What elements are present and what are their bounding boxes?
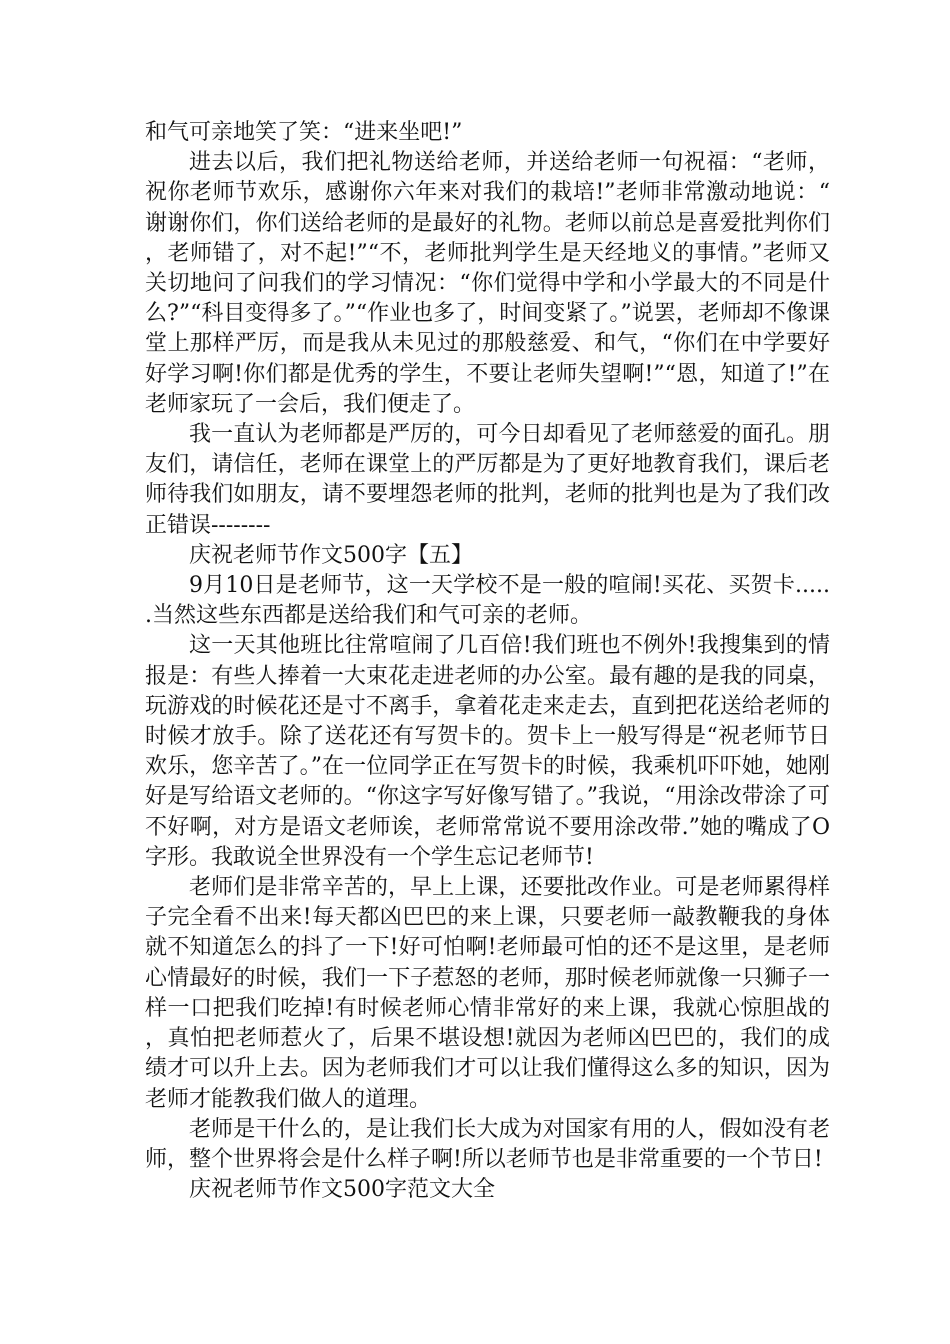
paragraph-continuation: 和气可亲地笑了笑：“进来坐吧!” (145, 120, 463, 145)
document-body (145, 118, 830, 1205)
paragraph-reflection: 我一直认为老师都是严厉的，可今日却看见了老师慈爱的面孔。朋友们，请信任，老师在课堂上的严厉都是为了更好地教育我们，课后老师待我们如朋友，请不要埋怨老师的批判，老师的批判也是为了我们改正错误-------- (145, 422, 830, 538)
paragraph-conclusion: 老师是干什么的，是让我们长大成为对国家有用的人，假如没有老师，整个世界将会是什么样子啊!所以老师节也是非常重要的一个节日! (145, 1116, 830, 1172)
section-heading-five: 庆祝老师节作文500字【五】 (189, 542, 473, 568)
section-heading-collection: 庆祝老师节作文500字范文大全 (189, 1177, 495, 1203)
paragraph-visit: 进去以后，我们把礼物送给老师，并送给老师一句祝福：“老师，祝你老师节欢乐，感谢你六年来对我们的栽培!”老师非常激动地说：“谢谢你们，你们送给老师的是最好的礼物。老师以前总是喜爱批判你们，老师错了，对不起!”“不，老师批判学生是天经地义的事情。”老师又关切地问了问我们的学习情况：“你们觉得中学和小学最大的不同是什么?”“科目变得多了。”“作业也多了，时间变紧了。”说罢，老师却不像课堂上那样严厉，而是我从未见过的那般慈爱、和气，“你们在中学要好好学习啊!你们都是优秀的学生，不要让老师失望啊!”“恩，知道了!”在老师家玩了一会后，我们便走了。 (145, 150, 830, 417)
paragraph-celebration: 这一天其他班比往常喧闹了几百倍!我们班也不例外!我搜集到的情报是：有些人捧着一大束花走进老师的办公室。最有趣的是我的同桌，玩游戏的时候花还是寸不离手，拿着花走来走去，直到把花送给老师的时候才放手。除了送花还有写贺卡的。贺卡上一般写得是“祝老师节日欢乐，您辛苦了。”在一位同学正在写贺卡的时候，我乘机吓吓她，她刚好是写给语文老师的。“你这字写好像写错了。”我说，“用涂改带涂了可不好啊，对方是语文老师诶，老师常常说不要用涂改带.”她的嘴成了O字形。我敢说全世界没有一个学生忘记老师节! (145, 633, 830, 870)
paragraph-date: 9月10日是老师节，这一天学校不是一般的喧闹!买花、买贺卡......当然这些东西都是送给我们和气可亲的老师。 (145, 573, 830, 629)
paragraph-hard-work: 老师们是非常辛苦的，早上上课，还要批改作业。可是老师累得样子完全看不出来!每天都凶巴巴的来上课，只要老师一敲教鞭我的身体就不知道怎么的抖了一下!好可怕啊!老师最可怕的还不是这里，是老师心情最好的时候，我们一下子惹怒的老师，那时候老师就像一只狮子一样一口把我们吃掉!有时候老师心情非常好的来上课，我就心惊胆战的，真怕把老师惹火了，后果不堪设想!就因为老师凶巴巴的，我们的成绩才可以升上去。因为老师我们才可以让我们懂得这么多的知识，因为老师才能教我们做人的道理。 (145, 875, 830, 1112)
